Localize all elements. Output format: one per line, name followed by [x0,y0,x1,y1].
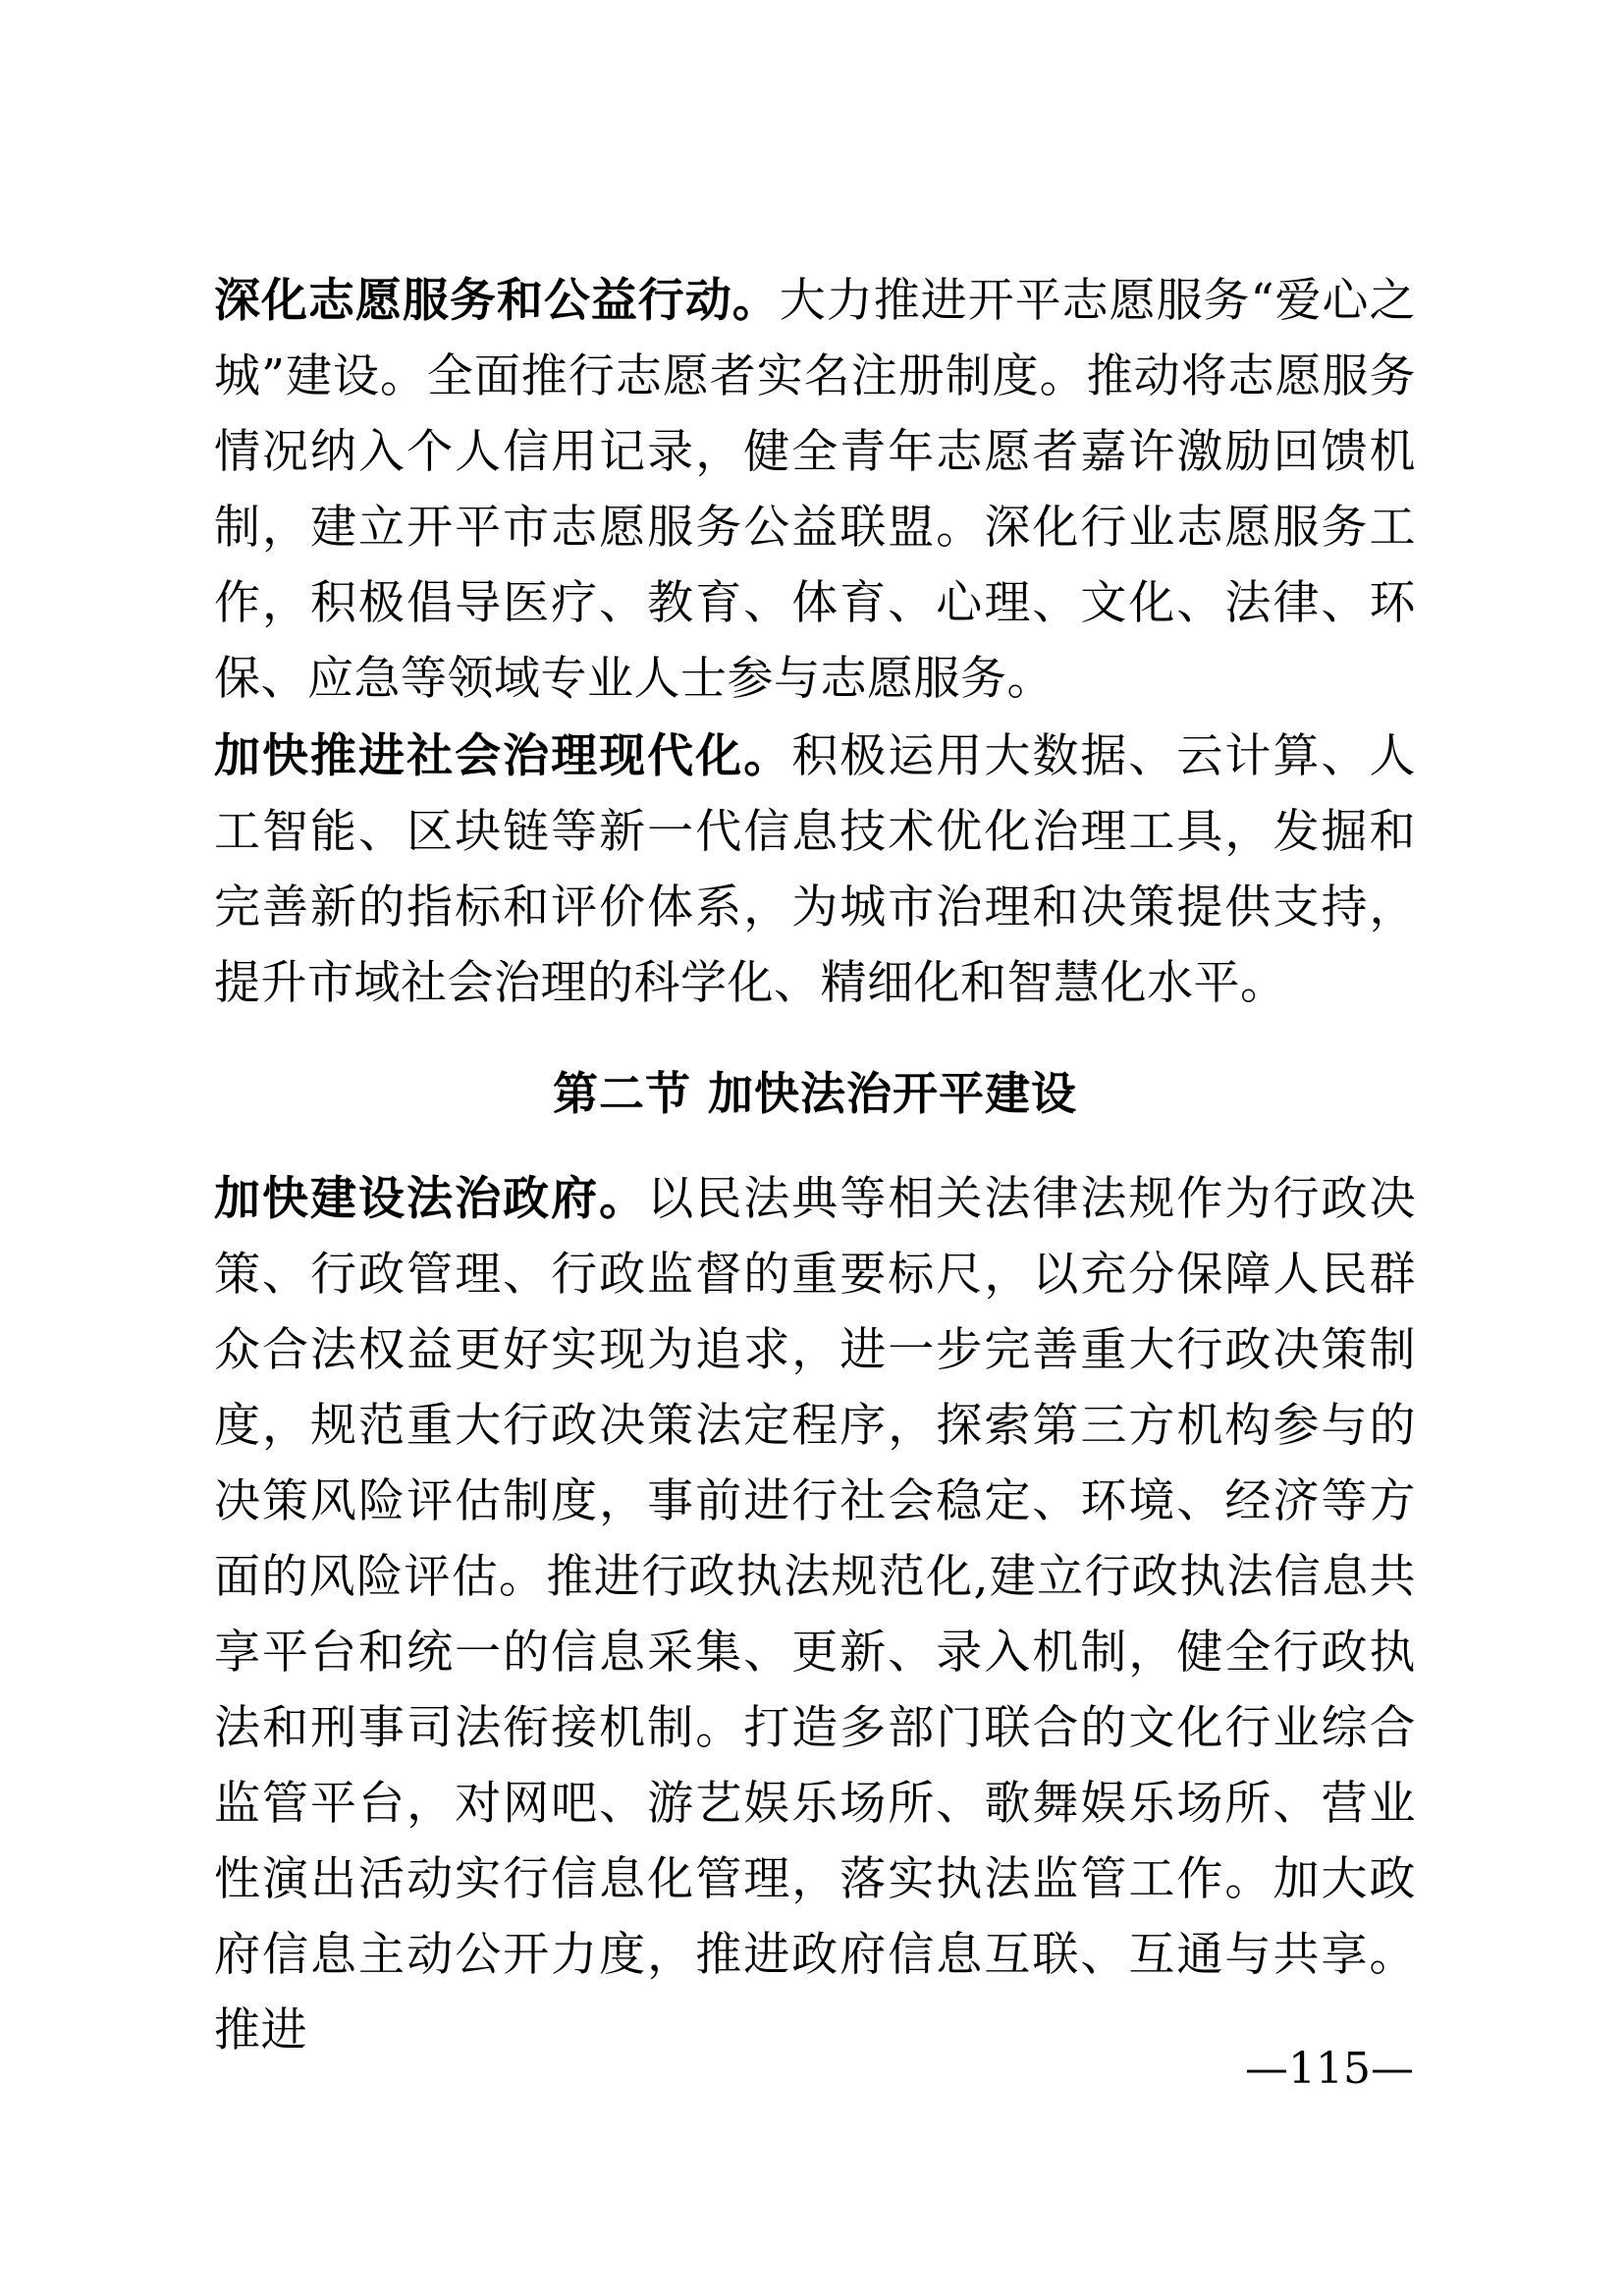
page-content [214,263,1416,2070]
paragraph-lead-volunteer-service: 深化志愿服务和公益行动。 [214,274,780,328]
paragraph-body-rule-of-law: 以民法典等相关法律法规作为行政决策、行政管理、行政监督的重要标尺，以充分保障人民群众合法权益更好实现为追求，进一步完善重大行政决策制度，规范重大行政决策法定程序，探索第三方机构参与的决策风险评估制度，事前进行社会稳定、环境、经济等方面的风险评估。推进行政执法规范化,建立行政执法信息共享平台和统一的信息采集、更新、录入机制，健全行政执法和刑事司法衔接机制。打造多部门联合的文化行业综合监管平台，对网吧、游艺娱乐场所、歌舞娱乐场所、营业性演出活动实行信息化管理，落实执法监管工作。加大政府信息主动公开力度，推进政府信息互联、互通与共享。推进 [214,1172,1416,2057]
section-heading: 第二节 加快法治开平建设 [552,1067,1077,1120]
paragraph-volunteer-service [214,263,1416,717]
paragraph-rule-of-law-government [214,1161,1416,2068]
paragraph-lead-social-governance: 加快推进社会治理现代化。 [214,729,792,783]
paragraph-social-governance-modernization [214,719,1416,1021]
page-number: —115— [1245,2044,1414,2094]
paragraph-body-social-governance: 积极运用大数据、云计算、人工智能、区块链等新一代信息技术优化治理工具，发掘和完善新的指标和评价体系，为城市治理和决策提供支持，提升市域社会治理的科学化、精细化和智慧化水平。 [214,729,1416,1010]
paragraph-lead-rule-of-law: 加快建设法治政府。 [214,1172,648,1226]
paragraph-body-volunteer-service: 大力推进开平志愿服务“爱心之城”建设。全面推行志愿者实名注册制度。推动将志愿服务情况纳入个人信用记录，健全青年志愿者嘉许激励回馈机制，建立开平市志愿服务公益联盟。深化行业志愿服务工作，积极倡导医疗、教育、体育、心理、文化、法律、环保、应急等领域专业人士参与志愿服务。 [214,274,1417,706]
